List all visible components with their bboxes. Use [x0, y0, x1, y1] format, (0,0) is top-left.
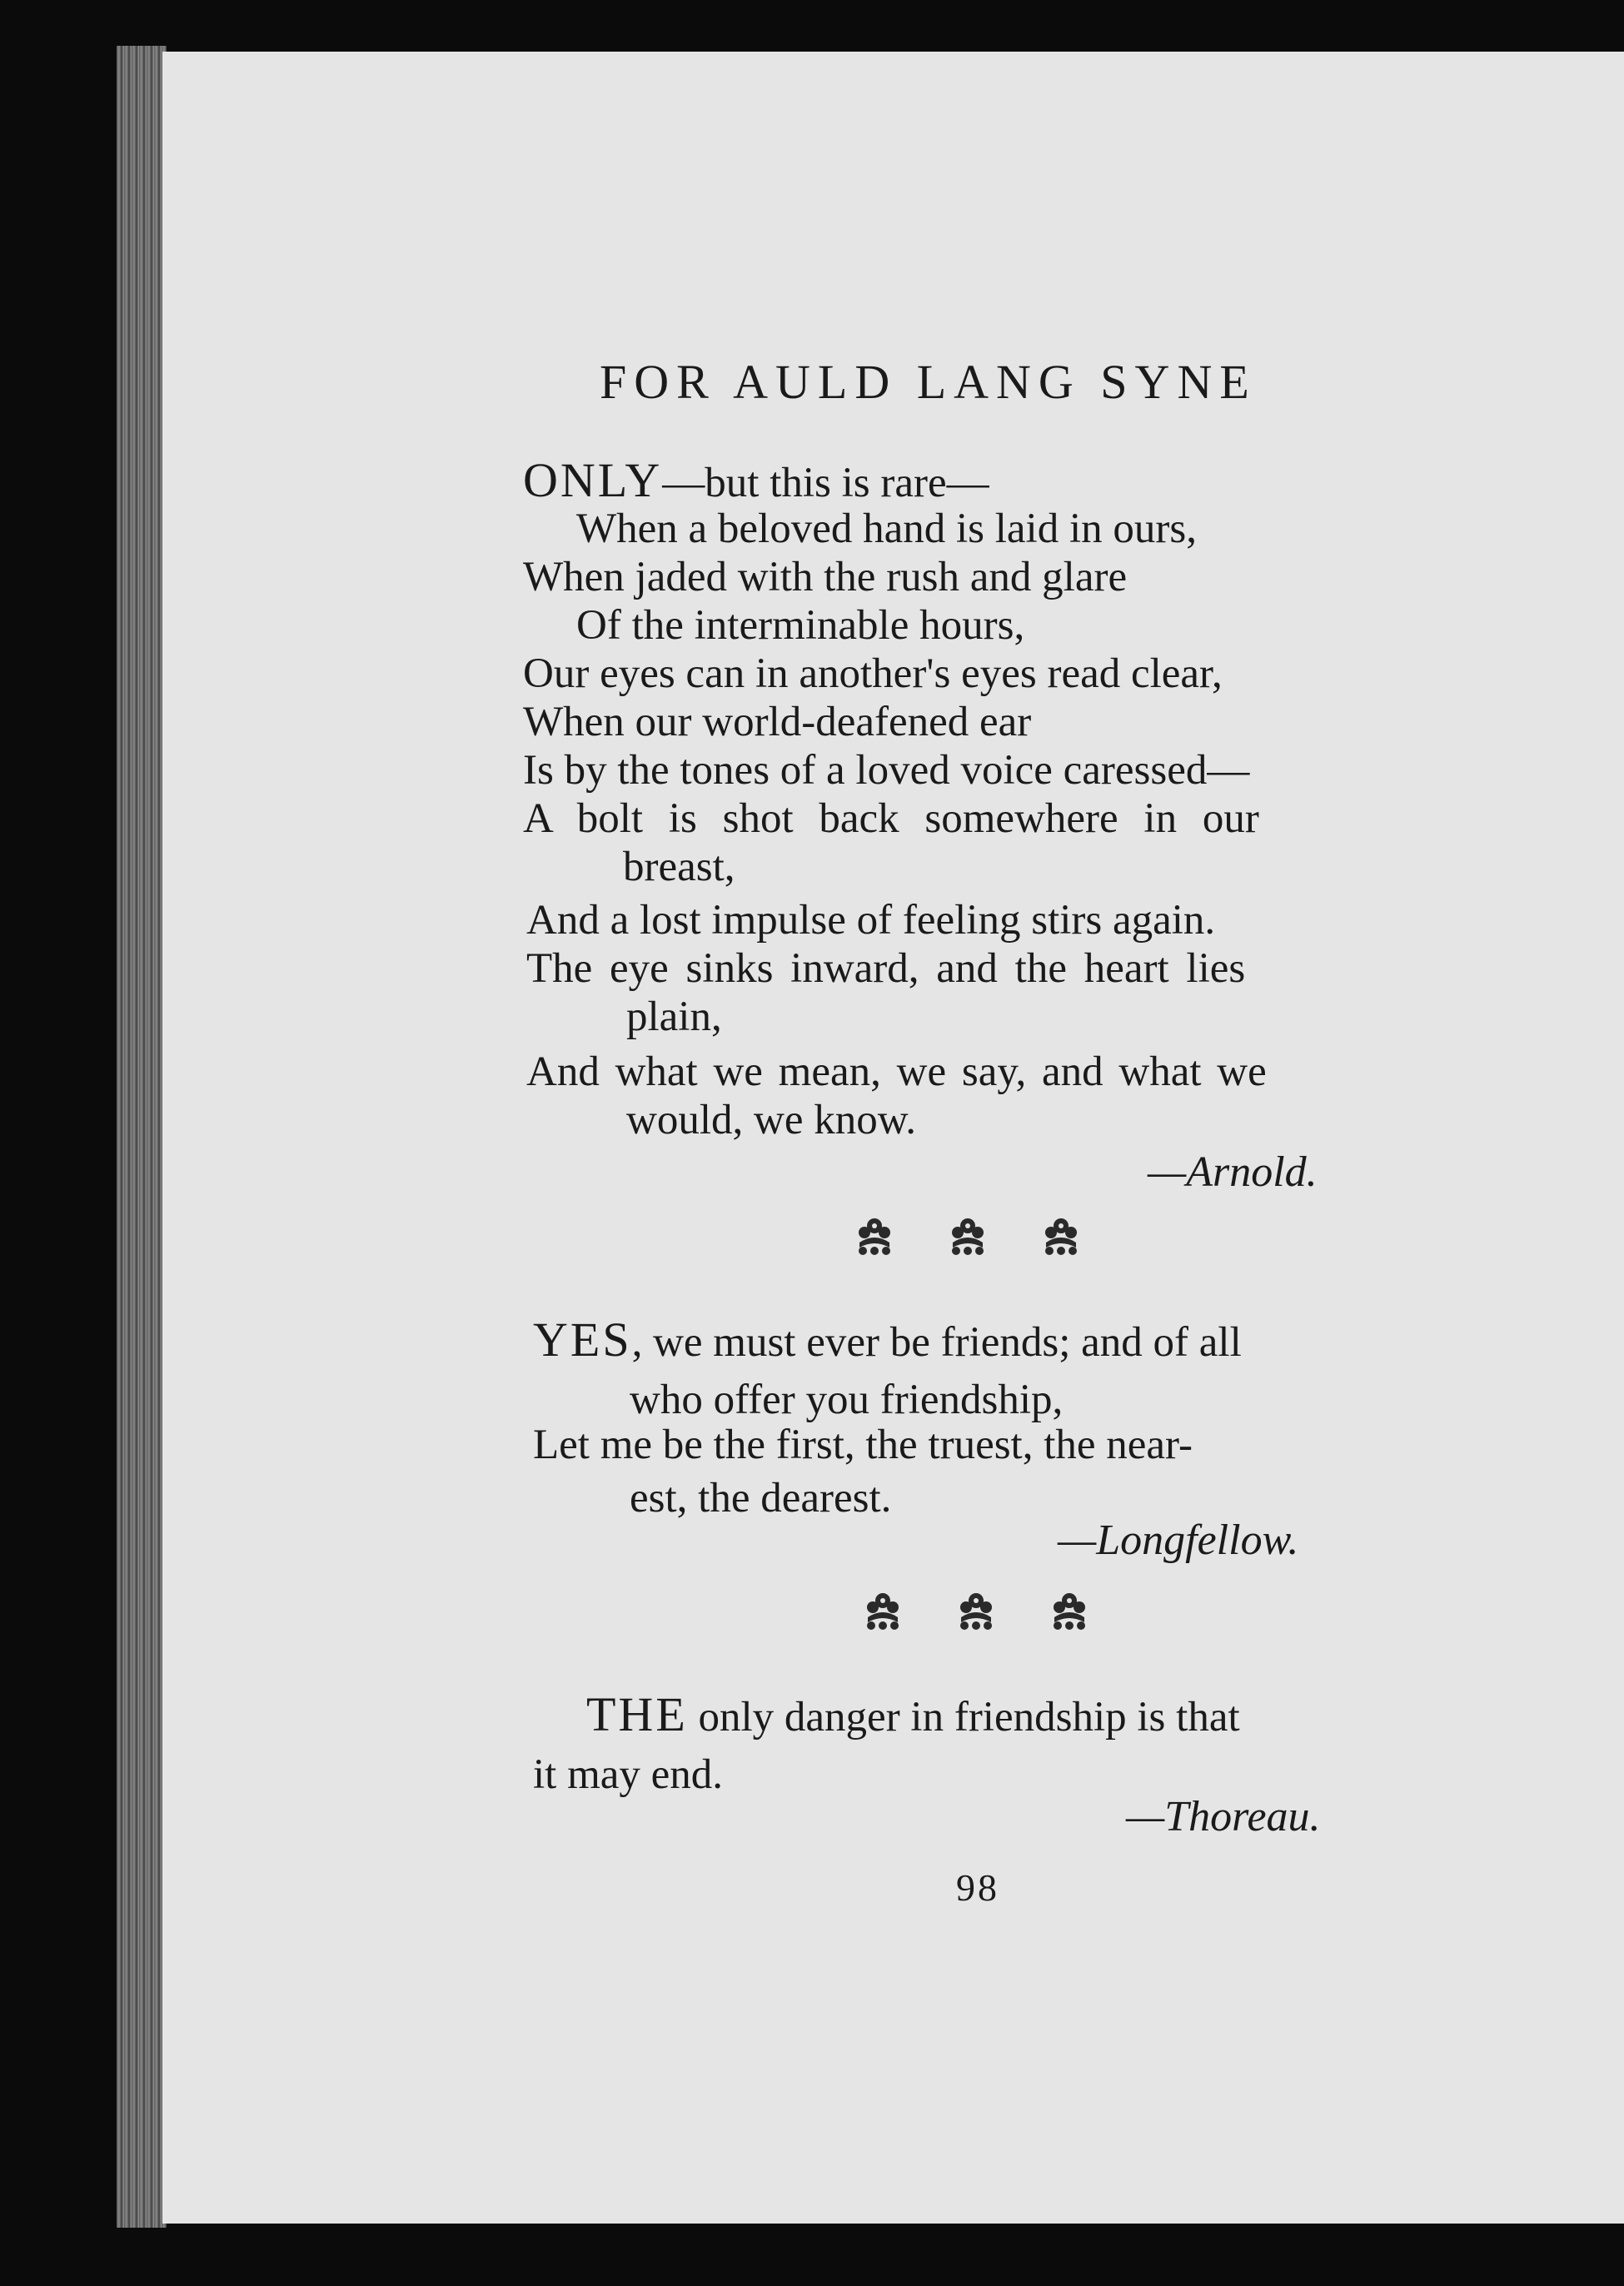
quote-line-text: , we must ever be friends; and of all: [631, 1319, 1242, 1366]
poem-line: Of the interminable hours,: [576, 602, 1025, 649]
quote-lead-word: THE: [586, 1687, 688, 1741]
poem-line: And a lost impulse of feeling stirs again.: [526, 897, 1216, 944]
floral-dingbat-icon: [1039, 1214, 1083, 1258]
poem-line: And what we mean, we say, and what we: [526, 1048, 1267, 1095]
attribution-arnold: —Arnold.: [1148, 1148, 1318, 1196]
floral-dingbat-icon: [853, 1214, 896, 1258]
floral-dingbat-icon: [861, 1589, 904, 1632]
poem-line: When our world-deafened ear: [523, 699, 1032, 745]
poem-line: Our eyes can in another's eyes read clear,: [523, 650, 1223, 697]
poem-line: breast,: [623, 844, 735, 890]
poem-line: The eye sinks inward, and the heart lies: [526, 945, 1246, 992]
poem-line: plain,: [626, 994, 722, 1040]
ornament-divider: [861, 1589, 1091, 1632]
poem-line: [523, 453, 989, 507]
quote-line: [586, 1687, 1240, 1741]
page-number: 98: [956, 1866, 999, 1909]
attribution-thoreau: —Thoreau.: [1126, 1793, 1321, 1840]
floral-dingbat-icon: [946, 1214, 989, 1258]
book-page-edge: [117, 46, 167, 2228]
quote-line-text: only danger in friendship is that: [687, 1694, 1240, 1741]
poem-lead-word: ONLY: [523, 453, 663, 507]
poem-line: Is by the tones of a loved voice caressed—: [523, 747, 1250, 794]
quote-line: [533, 1312, 1242, 1367]
poem-line-text: —but this is rare—: [662, 460, 989, 506]
poem-line: When jaded with the rush and glare: [523, 554, 1128, 600]
page-title: FOR AULD LANG SYNE: [600, 355, 1257, 409]
quote-line: est, the dearest.: [630, 1475, 892, 1522]
poem-line: would, we know.: [626, 1097, 916, 1143]
quote-line: Let me be the first, the truest, the near-: [533, 1422, 1193, 1468]
quote-line: it may end.: [533, 1751, 724, 1798]
poem-line: When a beloved hand is laid in ours,: [576, 506, 1197, 552]
floral-dingbat-icon: [954, 1589, 998, 1632]
ornament-divider: [853, 1214, 1083, 1258]
floral-dingbat-icon: [1048, 1589, 1091, 1632]
attribution-longfellow: —Longfellow.: [1058, 1517, 1299, 1564]
poem-line: A bolt is shot back somewhere in our: [523, 795, 1259, 842]
quote-line: who offer you friendship,: [630, 1377, 1064, 1423]
quote-lead-word: YES: [533, 1312, 632, 1367]
